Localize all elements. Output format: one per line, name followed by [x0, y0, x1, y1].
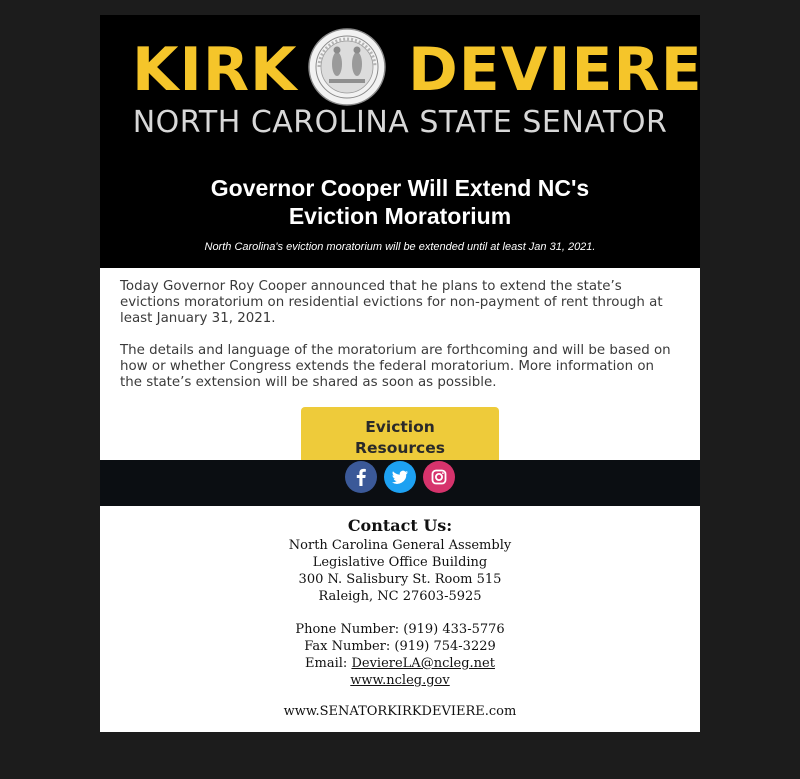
phone-number: Phone Number: (919) 433-5776 — [295, 622, 505, 637]
address-line-2: Legislative Office Building — [312, 555, 488, 570]
twitter-icon[interactable] — [384, 461, 416, 493]
article-paragraph-1: Today Governor Roy Cooper announced that he plans to extend the state’s evictions moratorium on residential evictions for non-payment of rent through at least January 31, 2021. — [120, 279, 663, 326]
newsletter — [100, 15, 703, 732]
article-title — [100, 174, 700, 230]
banner — [100, 15, 703, 150]
header — [100, 15, 703, 268]
email-line — [100, 655, 700, 672]
website-link[interactable]: www.ncleg.gov — [350, 673, 450, 688]
banner-first-name: KIRK — [132, 35, 298, 105]
email-label: Email: — [305, 656, 352, 671]
article-body — [100, 268, 700, 460]
banner-last-name: DEVIERE — [408, 35, 703, 105]
address-line-4: Raleigh, NC 27603-5925 — [318, 589, 482, 604]
button-label-line2: Resources — [355, 439, 445, 457]
contact-title: Contact Us: — [347, 516, 453, 535]
instagram-icon[interactable] — [423, 461, 455, 493]
article-paragraph-2: The details and language of the moratorium are forthcoming and will be based on how or whether Congress extends the federal moratorium. More information on the state’s extension will be shared as soon as possible. — [120, 343, 671, 390]
facebook-icon[interactable] — [345, 461, 377, 493]
contact-footer — [100, 506, 700, 732]
homepage-link[interactable]: www.SENATORKIRKDEVIERE.com — [283, 704, 517, 719]
nc-state-seal-icon — [307, 27, 387, 107]
fax-number: Fax Number: (919) 754-3229 — [304, 639, 496, 654]
banner-subtitle: NORTH CAROLINA STATE SENATOR — [132, 105, 668, 140]
address-line-3: 300 N. Salisbury St. Room 515 — [298, 572, 502, 587]
social-bar — [100, 460, 700, 506]
button-label-line1: Eviction — [365, 418, 435, 436]
address-line-1: North Carolina General Assembly — [288, 538, 512, 553]
article-subtitle: North Carolina's eviction moratorium will be extended until at least Jan 31, 2021. — [204, 241, 596, 253]
article-title-line2: Eviction Moratorium — [288, 203, 512, 229]
eviction-resources-button[interactable] — [301, 407, 499, 468]
article-title-line1: Governor Cooper Will Extend NC's — [210, 175, 590, 201]
email-link[interactable]: DeviereLA@ncleg.net — [351, 656, 495, 671]
